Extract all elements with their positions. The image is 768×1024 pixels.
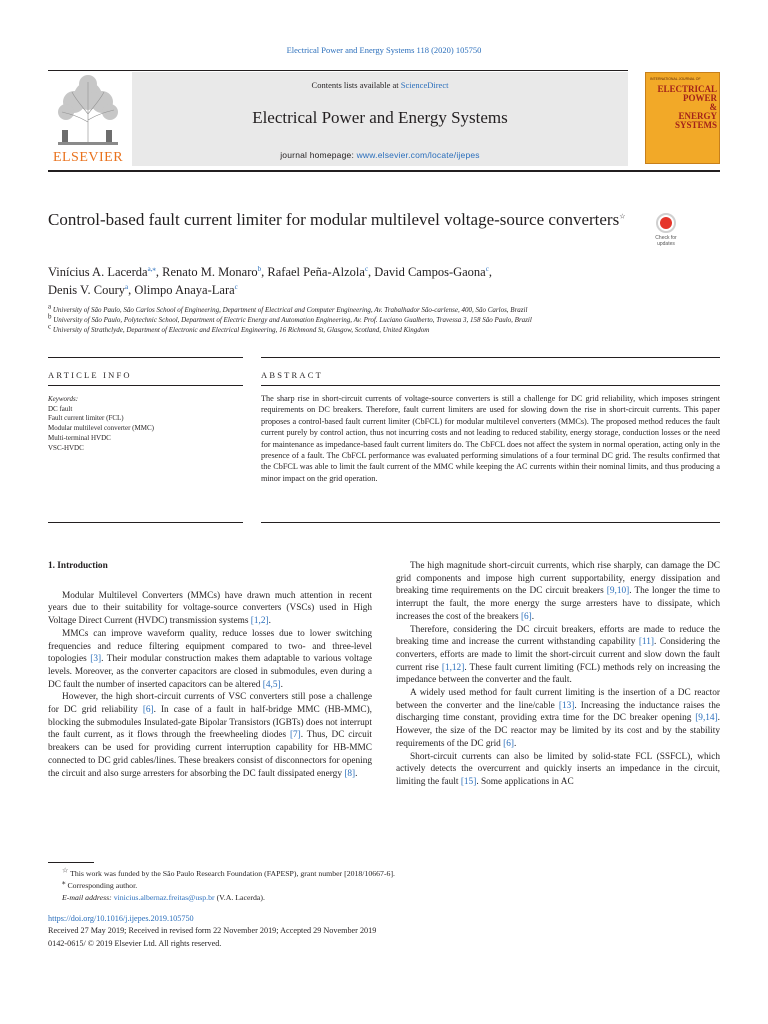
footnotes <box>48 868 648 904</box>
body-paragraph <box>396 560 720 624</box>
publication-info <box>48 913 648 950</box>
funding-footnote-mark: ☆ <box>62 866 69 875</box>
paragraph-text: MMCs can improve waveform quality, reduce losses due to lower switching frequencies and reduce filtering equipment compared to two- and three-level topologies <box>48 628 372 665</box>
paragraph-text: . In case of a fault in half-bridge MMC (HB-MMC), blocking the submodules Insulated-gate Bipolar Transistors (IGBTs) does not interrupt the fault current, as it flows through the freewheeling diodes <box>48 705 373 741</box>
keyword-item: Modular multilevel converter (MMC) <box>48 424 154 433</box>
email-footnote <box>48 892 648 904</box>
footnote-rule <box>48 862 94 863</box>
abstract-bottom-rule <box>261 522 720 523</box>
body-paragraph <box>48 590 372 628</box>
cover-title <box>648 85 717 130</box>
paragraph-text: A widely used method for fault current limiting is the insertion of a DC reactor between the converter and the line/cable <box>396 688 720 711</box>
keywords-label: Keywords: <box>48 395 79 403</box>
corresponding-mark: ⁎ <box>62 878 66 887</box>
citation-link[interactable]: [3] <box>90 654 102 665</box>
author-email-link[interactable]: vinicius.albernaz.freitas@usp.br <box>113 893 215 902</box>
copyright-line: 0142-0615/ © 2019 Elsevier Ltd. All rights reserved. <box>48 938 222 948</box>
author-name: Denis V. Coury <box>48 283 125 297</box>
article-info-top-rule <box>48 357 243 358</box>
author-affiliation-mark[interactable]: c <box>485 264 489 273</box>
cover-title-line: SYSTEMS <box>674 120 717 130</box>
contents-prefix: Contents lists available at <box>311 80 401 90</box>
journal-reference[interactable]: Electrical Power and Energy Systems 118 (2020) 105750 <box>286 45 482 55</box>
check-for-updates-badge[interactable] <box>648 213 684 251</box>
funding-footnote <box>48 868 648 880</box>
article-title <box>48 209 628 230</box>
paragraph-text: . Considering the converters, efforts are made to limit the short-circuit current and slow down the fault current rise <box>396 637 720 673</box>
abstract-heading: ABSTRACT <box>261 370 323 380</box>
citation-link[interactable]: [9,14] <box>695 713 718 724</box>
affiliation-text: University of Strathclyde, Department of Electronic and Electrical Engineering, 16 Richmond St, Glasgow, Scotland, United Kingdom <box>52 326 430 334</box>
homepage-prefix: journal homepage: <box>280 150 357 160</box>
paragraph-text: . <box>355 768 358 779</box>
citation-link[interactable]: [1,12] <box>441 662 465 673</box>
abstract-sub-rule <box>261 385 720 386</box>
author-name: David Campos-Gaona <box>374 265 486 279</box>
body-column-right <box>396 560 720 789</box>
paragraph-text: . Thus, DC circuit breakers can be used for providing current interruption capability for HB-MMC connected to DC grid cables/lines. These breakers consist of disconnectors for opening the circuit and also surge arresters for absorbing the DC fault dissipated energy <box>48 730 372 779</box>
author-list <box>48 263 668 299</box>
body-paragraph <box>396 624 720 688</box>
journal-homepage-line <box>132 150 628 160</box>
author-separator: , <box>261 265 268 279</box>
journal-cover-thumbnail[interactable] <box>645 72 720 164</box>
body-paragraph <box>48 628 372 692</box>
author-affiliation-mark[interactable]: a,⁎ <box>147 264 156 273</box>
citation-link[interactable]: [15] <box>460 776 477 787</box>
author-affiliation-mark[interactable]: b <box>257 264 262 273</box>
received-dates: Received 27 May 2019; Received in revised form 22 November 2019; Accepted 29 November 2019 <box>48 926 377 936</box>
journal-homepage-link[interactable]: www.elsevier.com/locate/ijepes <box>356 150 480 160</box>
corresponding-text: Corresponding author. <box>67 881 138 890</box>
paragraph-text: . <box>514 738 517 749</box>
keyword-item: VSC-HVDC <box>48 443 84 452</box>
author-separator: , <box>128 283 135 297</box>
author-name: Renato M. Monaro <box>162 265 258 279</box>
elsevier-wordmark: ELSEVIER <box>52 150 124 165</box>
title-footnote-mark[interactable]: ☆ <box>619 212 626 221</box>
paragraph-text: . These fault current limiting (FCL) methods rely on increasing the impedance between the converter and the fault. <box>396 662 720 686</box>
citation-link[interactable]: [6] <box>520 611 532 622</box>
crossmark-bookmark-icon <box>660 217 672 229</box>
paragraph-text: Therefore, considering the DC circuit breakers, efforts are made to reduce the breaking time and increase the current withstanding capability <box>396 624 720 648</box>
affiliation-list <box>48 302 698 335</box>
author-name: Vinícius A. Lacerda <box>48 265 148 279</box>
author-separator: , <box>155 265 163 279</box>
article-info-bottom-rule <box>48 522 243 523</box>
cover-title-line: & <box>709 102 717 112</box>
citation-link[interactable]: [8] <box>344 768 356 779</box>
affiliation-text: University of São Paulo, São Carlos School of Engineering, Department of Electrical and Computer Engineering, Av. Trabalhador São-carlense, 400, São Carlos, Brazil <box>52 306 528 314</box>
paragraph-text: . Increasing the inductance raises the discharging time constant, providing extra time for the DC breaker opening <box>396 700 721 724</box>
body-paragraph <box>396 687 720 751</box>
paragraph-text: Modular Multilevel Converters (MMCs) have drawn much attention in recent years due to their suitability for voltage-source converters (VSCs) used in High Voltage Direct Current (HVDC) transmission systems <box>48 590 372 627</box>
crossmark-label <box>648 235 684 247</box>
paragraph-text: . <box>268 616 271 627</box>
citation-link[interactable]: [13] <box>558 700 575 711</box>
keywords-block <box>48 395 228 453</box>
author-name: Rafael Peña-Alzola <box>267 265 365 279</box>
cover-title-line: ENERGY <box>678 111 717 121</box>
author-affiliation-mark[interactable]: c <box>364 264 369 273</box>
right-column-paragraphs <box>396 560 720 789</box>
author-name: Olimpo Anaya-Lara <box>134 283 235 297</box>
author-separator: , <box>368 265 375 279</box>
paragraph-text: . However, the size of the DC reactor may be limited by its cost and by the stability requirements of the DC grid <box>396 713 720 749</box>
author-affiliation-mark[interactable]: a <box>124 282 129 291</box>
body-paragraph <box>48 691 372 780</box>
affiliation-item <box>48 322 698 335</box>
citation-link[interactable]: [11] <box>638 637 654 648</box>
crossmark-line: updates <box>657 241 675 247</box>
author-separator: , <box>488 265 492 279</box>
cover-title-line: ELECTRICAL <box>657 84 717 94</box>
article-info-sub-rule <box>48 385 243 386</box>
affiliation-item <box>48 302 698 315</box>
funding-footnote-text: This work was funded by the São Paulo Research Foundation (FAPESP), grant number [2018/10667-6]. <box>70 869 395 878</box>
header-top-rule <box>48 70 628 71</box>
paragraph-text: . The longer the time to interrupt the fault, the more energy the surge arresters have to dissipate, which increases the cost of the breakers <box>396 586 720 622</box>
affiliation-letter: a <box>48 302 52 311</box>
journal-title: Electrical Power and Energy Systems <box>252 108 508 127</box>
body-paragraph <box>396 751 720 789</box>
doi-link[interactable]: https://doi.org/10.1016/j.ijepes.2019.105750 <box>48 914 194 923</box>
journal-header-band <box>132 72 628 166</box>
cover-title-line: POWER <box>682 93 717 103</box>
paragraph-text: . <box>531 611 535 622</box>
citation-link[interactable]: [6] <box>142 705 154 716</box>
sciencedirect-link[interactable]: ScienceDirect <box>400 80 449 90</box>
paragraph-text: The high magnitude short-circuit currents, which rise sharply, can damage the DC grid components and impose high current supportability, energy dissipation and breaking time requirements on the DC circuit breakers <box>396 561 720 597</box>
email-label: E-mail address: <box>62 893 114 902</box>
article-info-heading: ARTICLE INFO <box>48 370 132 380</box>
paragraph-text: Short-circuit currents can also be limited by solid-state FCL (SSFCL), which actively detects the overcurrent and quickly inserts an impedance in the circuit, limiting the fault <box>396 751 720 787</box>
paragraph-text: . Their modular construction makes them adaptable to various voltage levels. Moreover, as the converter capacitors are closed in submodules, even during a DC fault the number of inserted capacitors can be altered <box>48 654 372 690</box>
affiliation-text: University of São Paulo, Polytechnic School, Department of Electric Energy and Automation Engineering, Av. Prof. Luciano Gualberto, Travessa 3, 158 São Paulo, Brazil <box>53 316 532 324</box>
contents-line <box>132 80 628 90</box>
paragraph-text: . Some applications in AC <box>476 776 574 787</box>
keyword-item: Multi-terminal HVDC <box>48 433 111 442</box>
abstract-top-rule <box>261 357 720 358</box>
journal-header <box>48 72 628 166</box>
paragraph-text: However, the high short-circuit currents of VSC converters still pose a challenge for DC grid reliability <box>48 692 372 716</box>
crossmark-line: Check for <box>655 235 677 241</box>
paragraph-text: . <box>280 679 283 690</box>
keyword-item: Fault current limiter (FCL) <box>48 414 124 423</box>
cover-subtitle: INTERNATIONAL JOURNAL OF <box>650 77 701 81</box>
citation-link[interactable]: [1,2] <box>250 616 269 627</box>
email-suffix: (V.A. Lacerda). <box>214 893 265 902</box>
citation-link[interactable]: [4,5] <box>262 679 281 690</box>
citation-link[interactable]: [7] <box>289 730 301 741</box>
citation-link[interactable]: [6] <box>503 738 514 749</box>
corresponding-footnote <box>48 880 648 892</box>
section-heading-introduction: 1. Introduction <box>48 561 108 571</box>
article-title-text: Control-based fault current limiter for modular multilevel voltage-source converters <box>48 210 620 229</box>
body-column-left <box>48 560 372 780</box>
affiliation-item <box>48 312 698 325</box>
keyword-item: DC fault <box>48 404 73 413</box>
header-bottom-rule <box>48 170 720 172</box>
affiliation-letter: b <box>48 312 52 321</box>
left-column-paragraphs <box>48 590 372 781</box>
author-affiliation-mark[interactable]: c <box>234 282 238 291</box>
affiliation-letter: c <box>48 322 52 331</box>
abstract-text: The sharp rise in short-circuit currents of voltage-source converters is still a challenge for DC grid reliability, which imposes stringent requirements on DC breakers. Therefore, fault current limiters are used for slowing down the rise in short-circuit currents. This paper proposes a control-based fault current limiter (CbFCL) for modular multilevel converters (MMCs). The proposed method reduces the fault current purely by control action, thus not incurring costs and not leading to reduced stability, energy storage, conduction losses or the need for maintenance as impedance-based fault current limiters do. The CbFCL does not affect the system in normal operation, acting only in the presence of a fault. The CbFCL performance was evaluated performing simulations of a four terminal DC grid. The results confirmed that the CbFCL was able to limit the fault current of the MMC while keeping the AC currents within their nominal limits, and thus producing a minor impact on the grid operation. <box>261 394 720 483</box>
citation-link[interactable]: [9,10] <box>606 586 630 597</box>
